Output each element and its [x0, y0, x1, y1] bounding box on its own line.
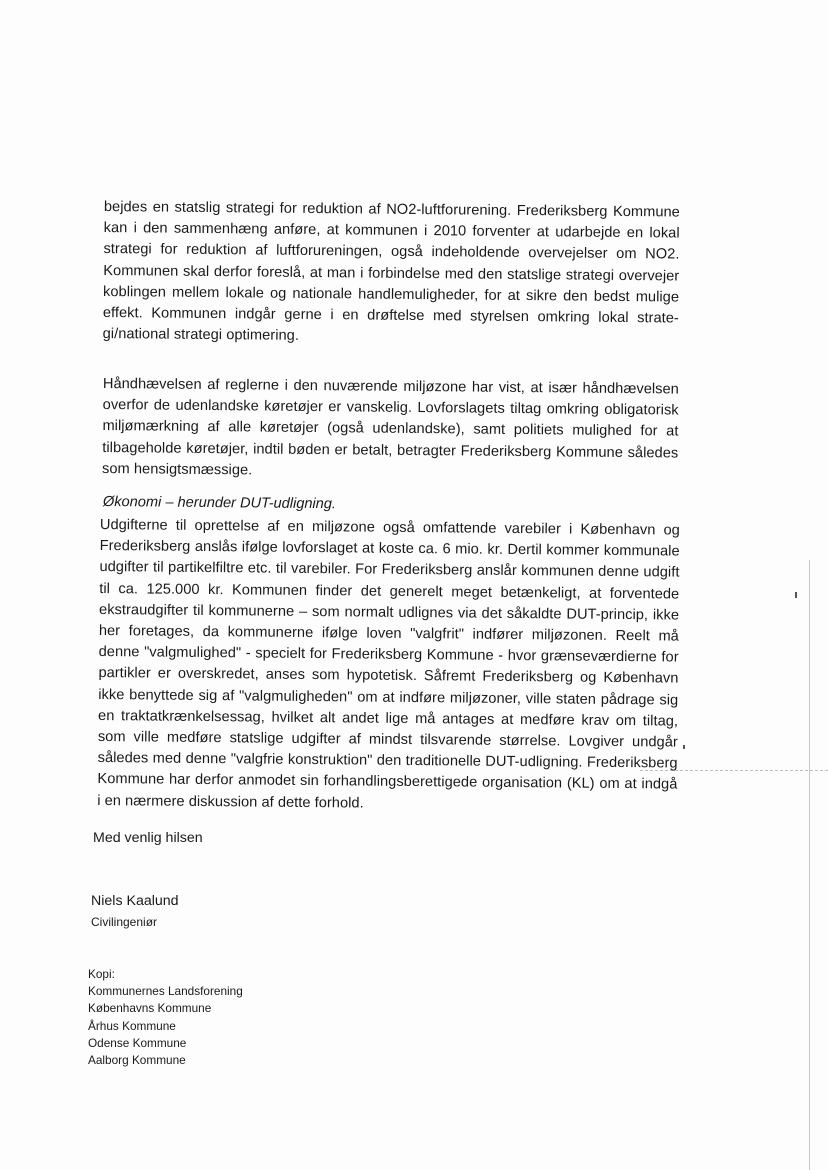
copy-recipient: Odense Kommune [88, 1035, 187, 1050]
copy-recipient: Kommunernes Landsforening [88, 984, 243, 999]
signer-title: Civilingeniør [91, 915, 158, 929]
paragraph-enforcement: Håndhævelsen af reglerne i den nuværende miljøzone har vist, at især håndhævelsen overfor de udenlandske køretøjer er vanskelig. Lovforslagets tiltag omkring obligatorisk miljømærkning af alle køretøjer (også udenlandske), samt politiets mulighed for at tilbageholde køretøjer, indtil bøden er betalt, betragter Frederiksberg Kommune således som hensigtsmæssige. [102, 375, 679, 479]
copy-recipient: Aalborg Kommune [88, 1053, 186, 1068]
scan-edge-line [809, 560, 810, 1170]
paragraph-economy: Udgifterne til oprettelse af en miljøzone også omfattende varebiler i København og Frederiksberg anslås ifølge lovforslaget at koste ca. 6 mio. kr. Dertil kommer kommunale udgifter til partikelfiltre etc. til varebiler. For Frederiksberg anslår kommunen denne udgift til ca. 125.000 kr. Kommunen finder det generelt meget betænkeligt, at forventede ekstraudgifter til kommunerne – som normalt udlignes via det såkaldte DUT-princip, ikke her foretages, da kommunerne ifølge loven "valgfrit" indfører miljøzonen. Reelt må denne "valgmulighed" - specielt for Frederiksberg Kommune - hvor grænseværdierne for partikler er overskredet, anses som hypotetisk. Såfremt Frederiksberg og København ikke benyttede sig af "valgmuligheden" om at indføre miljøzoner, ville staten pådrage sig en traktatkrænkelsessag, hvilket alt andet lige må antages at medføre krav om tiltag, som ville medføre statslige udgifter af mindst tilsvarende størrelse. Lovgiver undgår således med denne "valgfrie konstruktion" den traditionelle DUT-udligning. Frederiksberg Kommune har derfor anmodet sin forhandlingsberettigede organisation (KL) om at indgå i en nærmere diskussion af dette forhold. [97, 516, 680, 812]
section-heading-economy: Økonomi – herunder DUT-udligning. [102, 494, 337, 513]
copy-recipients-list [88, 966, 243, 1069]
signer-name: Niels Kaalund [91, 893, 179, 909]
copy-label: Kopi: [88, 967, 115, 981]
paragraph-air-pollution-strategy: bejdes en statslig strategi for reduktion af NO2-luftforurening. Frederiksberg Kommune kan i den sammenhæng anføre, at kommunen i 2010 forventer at udarbejde en lokal strategi for reduktion af luftforureningen, også indeholdende overvejelser om NO2. Kommunen skal derfor foreslå, at man i forbindelse med den statslige strategi overvejer koblingen mellem lokale og nationale handlemuligheder, for at sikre den bedst mulige effekt. Kommunen indgår gerne i en drøftelse med styrelsen omkring lokal strate-gi/national strategi optimering. [102, 198, 680, 345]
scan-mark [795, 592, 797, 598]
scan-mark [683, 745, 685, 749]
copy-recipient: Århus Kommune [88, 1018, 176, 1033]
closing-greeting: Med venlig hilsen [93, 830, 203, 846]
copy-recipient: Københavns Kommune [88, 1001, 212, 1016]
